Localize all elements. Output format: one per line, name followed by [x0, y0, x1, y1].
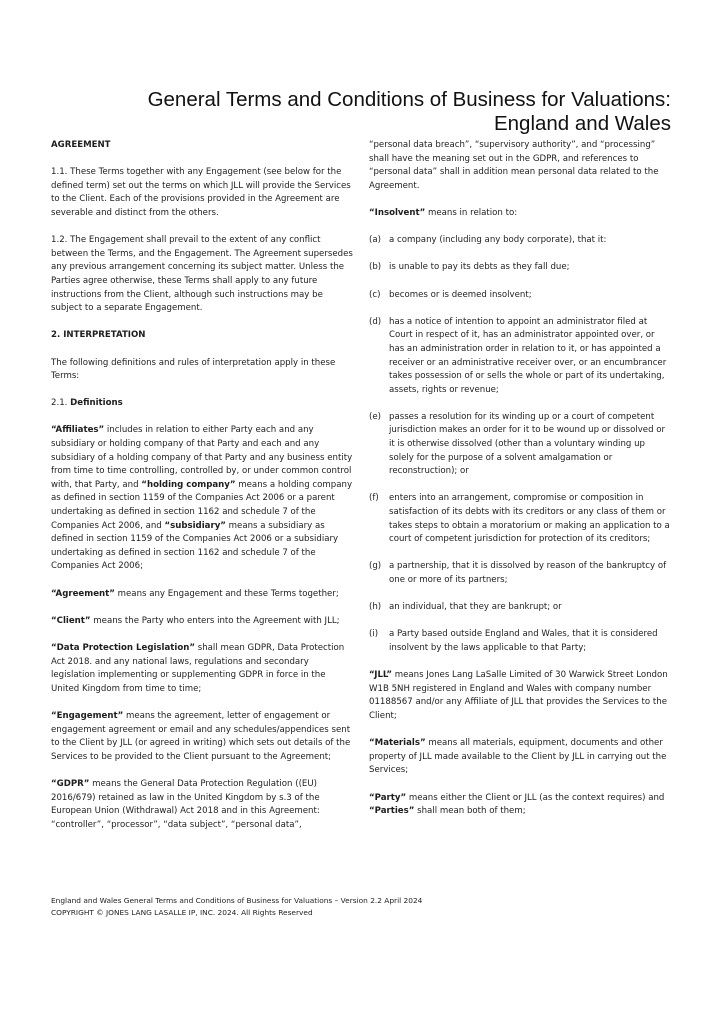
footer-line-1: England and Wales General Terms and Conditions of Business for Valuations – Version 2.2 April 2024 [51, 896, 423, 905]
term-insolvent: “Insolvent” [369, 207, 426, 218]
term-data-protection: “Data Protection Legislation” [51, 642, 196, 653]
list-item [369, 316, 672, 398]
insolvent-list [369, 234, 672, 655]
agreement-def-text: means any Engagement and these Terms together; [114, 588, 339, 599]
interpretation-heading: 2. INTERPRETATION [51, 330, 146, 341]
affiliates-text-1: includes in relation to either Party each and any subsidiary or holding company of that Party and each and any subsidiary of a holding company of that Party and any business entity from time to time controlling, controlled by, or under common control with, that Party, and [51, 425, 353, 490]
list-item-label: (g) [369, 561, 382, 572]
definition-data-protection [51, 642, 355, 696]
term-materials: “Materials” [369, 738, 426, 749]
list-item [369, 411, 672, 479]
term-jll: “JLL” [369, 670, 392, 681]
gdpr-continued: “personal data breach”, “supervisory authority”, and “processing” shall have the meaning set out in the GDPR, and references to “personal data” shall in addition mean personal data related to the Agreement. [369, 140, 659, 191]
clause-1-2: 1.2. The Engagement shall prevail to the extent of any conflict between the Terms, and the Engagement. The Agreement supersedes any previous arrangement concerning its subject matter. Unless the Parties agree otherwise, these Terms shall apply to any future instructions from the Client, although such instructions may be subject to a separate Engagement. [51, 235, 353, 314]
definition-affiliates [51, 424, 355, 574]
term-party: “Party” [369, 792, 407, 803]
interpretation-intro: The following definitions and rules of interpretation apply in these Terms: [51, 357, 336, 382]
term-affiliates: “Affiliates” [51, 425, 105, 436]
title-line-1: General Terms and Conditions of Business for Valuations: [147, 88, 671, 111]
agreement-heading: AGREEMENT [51, 140, 111, 150]
list-item [369, 261, 672, 275]
engagement-def-text: means the agreement, letter of engagement or engagement agreement or email and any schedules/appendices sent to the Client by JLL (or agreed in writing) which sets out details of the Services to be provided to the Client pursuant to the Agreement; [51, 710, 351, 762]
affiliates-text-2: means a holding company as defined in section 1159 of the Companies Act 2006 or a parent undertaking as defined in section 1162 and schedule 7 of the Companies Act 2006, and [51, 479, 353, 531]
list-item [369, 289, 672, 303]
list-item [369, 601, 672, 615]
list-item-text: becomes or is deemed insolvent; [389, 289, 532, 300]
jll-def-text: means Jones Lang LaSalle Limited of 30 Warwick Street London W1B 5NH registered in England and Wales with company number 01188567 and/or any Affiliate of JLL that provides the Services to the Client; [369, 670, 668, 721]
materials-def-text: means all materials, equipment, documents and other property of JLL made available to the Client by JLL in carrying out the Services; [369, 738, 667, 776]
gdpr-def-text: means the General Data Protection Regulation ((EU) 2016/679) retained as law in the United Kingdom by s.3 of the European Union (Withdrawal) Act 2018 and in this Agreement: “controller”, “processor”, “data subject”, “personal data”, [51, 778, 320, 830]
term-gdpr: “GDPR” [51, 778, 90, 789]
term-holding-company: “holding company” [141, 479, 236, 490]
term-engagement: “Engagement” [51, 710, 124, 721]
list-item [369, 628, 672, 655]
list-item [369, 234, 672, 248]
definition-party [369, 792, 672, 819]
title-line-2: England and Wales [493, 112, 671, 135]
list-item-label: (c) [369, 289, 381, 300]
definitions-label: Definitions [70, 398, 123, 409]
client-def-text: means the Party who enters into the Agreement with JLL; [90, 615, 340, 626]
definition-gdpr [51, 778, 355, 832]
definition-insolvent [369, 207, 672, 221]
list-item-text: a Party based outside England and Wales, that it is considered insolvent by the laws applicable to that Party; [389, 629, 658, 653]
document-title [148, 88, 671, 136]
term-client: “Client” [51, 615, 91, 626]
definition-agreement [51, 588, 355, 602]
list-item [369, 560, 672, 587]
list-item-text: a company (including any body corporate), that it: [389, 235, 607, 246]
list-item [369, 492, 672, 546]
left-column [51, 139, 355, 846]
definitions-heading [51, 397, 355, 411]
definition-engagement [51, 710, 355, 764]
term-parties: “Parties” [369, 806, 415, 817]
list-item-text: a partnership, that it is dissolved by reason of the bankruptcy of one or more of its partners; [389, 561, 667, 585]
term-subsidiary: “subsidiary” [164, 520, 226, 531]
page-footer [51, 895, 422, 919]
list-item-text: is unable to pay its debts as they fall due; [389, 262, 570, 273]
party-def-text: means either the Client or JLL (as the context requires) and [406, 792, 665, 803]
term-agreement: “Agreement” [51, 588, 115, 599]
list-item-text: has a notice of intention to appoint an administrator filed at Court in respect of it, has an administrator appointed over, or has an administration order in relation to it, or has appointed a receiver or an administrative receiver over, or an encumbrancer takes possession of or sells the whole or part of its undertaking, assets, rights or revenue; [389, 316, 667, 395]
list-item-text: an individual, that they are bankrupt; or [389, 602, 562, 613]
definitions-number: 2.1. [51, 398, 71, 409]
list-item-label: (i) [369, 629, 379, 640]
list-item-label: (b) [369, 262, 382, 273]
clause-1-1: 1.1. These Terms together with any Engagement (see below for the defined term) set out the terms on which JLL will provide the Services to the Client. Each of the provisions provided in the Agreement are severable and distinct from the others. [51, 167, 351, 218]
list-item-text: enters into an arrangement, compromise or composition in satisfaction of its debts with its creditors or any class of them or takes steps to obtain a moratorium or making an application to a court of competent jurisdiction for protection of its creditors; [389, 493, 670, 545]
list-item-label: (e) [369, 411, 381, 422]
right-column [369, 139, 672, 832]
parties-def-text: shall mean both of them; [414, 806, 526, 817]
data-protection-def-text: shall mean GDPR, Data Protection Act 2018. and any national laws, regulations and secondary legislation implementing or supplementing GDPR in force in the United Kingdom from time to time; [51, 642, 345, 694]
affiliates-text-3: means a subsidiary as defined in section 1159 of the Companies Act 2006 or a subsidiary undertaking as defined in section 1162 and schedule 7 of the Companies Act 2006; [51, 520, 339, 572]
list-item-label: (f) [369, 493, 379, 504]
footer-copyright: COPYRIGHT © JONES LANG LASALLE IP, INC. 2024. All Rights Reserved [51, 908, 313, 917]
list-item-label: (h) [369, 602, 382, 613]
list-item-label: (a) [369, 235, 381, 246]
definition-client [51, 615, 355, 629]
list-item-text: passes a resolution for its winding up or a court of competent jurisdiction makes an order for it to be wound up or dissolved or it is otherwise dissolved (other than a voluntary winding up solely for the purpose of a solvent amalgamation or reconstruction); or [389, 411, 666, 477]
list-item-label: (d) [369, 316, 382, 327]
definition-materials [369, 737, 672, 778]
definition-jll [369, 669, 672, 723]
insolvent-def-text: means in relation to: [425, 207, 518, 218]
